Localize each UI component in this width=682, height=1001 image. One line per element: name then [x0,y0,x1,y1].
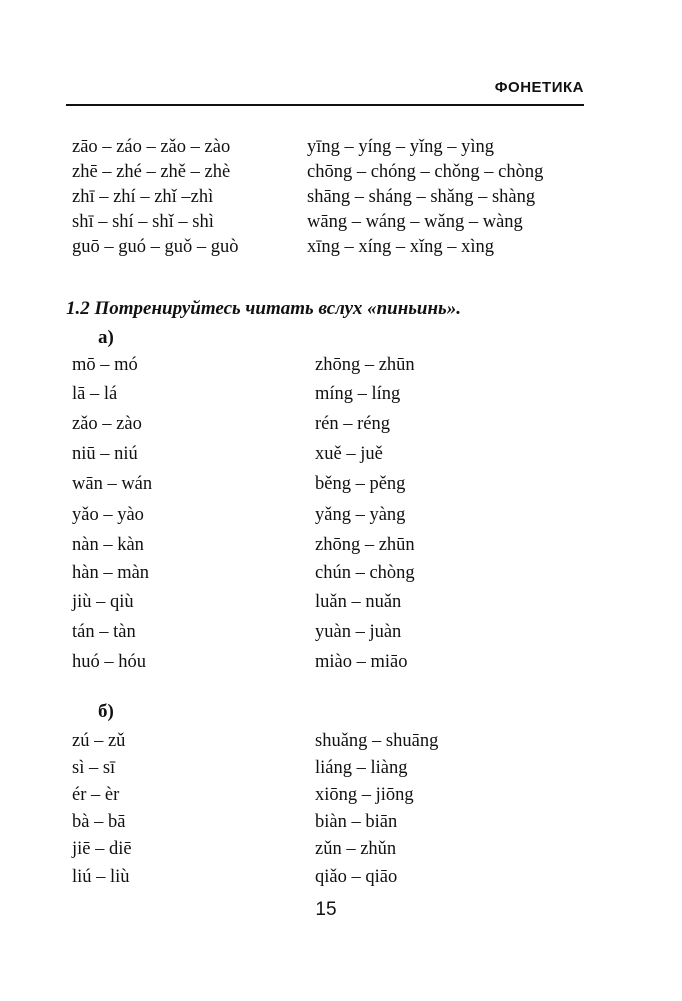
section-a-right-row: luǎn – nuǎn [315,592,402,612]
section-a-right-row: miào – miāo [315,652,408,672]
section-a-left-row: zǎo – zào [72,414,142,434]
page-number: 15 [315,899,337,920]
section-a-left-row: tán – tàn [72,622,136,642]
block1-right-row: wāng – wáng – wǎng – wàng [307,212,523,232]
block1-right-row: yīng – yíng – yǐng – yìng [307,137,495,157]
section-a-left-row: yǎo – yào [72,505,144,525]
header-rule [66,104,584,106]
section-a-label: а) [98,327,114,348]
block1-left-row: zāo – záo – zǎo – zào [72,137,231,157]
section-a-right-row: yuàn – juàn [315,622,402,642]
section-b-left-row: sì – sī [72,758,116,778]
section-b-left-row: jiē – diē [72,839,132,859]
block1-left-row: guō – guó – guǒ – guò [72,237,239,257]
section-a-left-row: jiù – qiù [72,592,134,612]
page-header: ФОНЕТИКА [494,79,584,96]
section-b-right-row: shuǎng – shuāng [315,731,439,751]
section-a-left-row: huó – hóu [72,652,146,672]
section-b-label: б) [98,701,114,722]
section-a-right-row: yǎng – yàng [315,505,406,525]
section-b-right-row: zǔn – zhǔn [315,839,397,859]
section-a-right-row: rén – réng [315,414,390,434]
section-a-right-row: míng – líng [315,384,401,404]
block1-left-row: shī – shí – shǐ – shì [72,212,214,232]
section-b-left-row: ér – èr [72,785,120,805]
block1-right-row: shāng – sháng – shǎng – shàng [307,187,536,207]
section-b-right-row: xiōng – jiōng [315,785,414,805]
section-b-left-row: zú – zǔ [72,731,126,751]
section-b-left-row: bà – bā [72,812,126,832]
section-b-left-row: liú – liù [72,867,130,887]
section-a-right-row: xuě – juě [315,444,383,464]
section-b-right-row: qiǎo – qiāo [315,867,398,887]
block1-right-row: chōng – chóng – chǒng – chòng [307,162,544,182]
section-a-left-row: wān – wán [72,474,153,494]
block1-left-row: zhē – zhé – zhě – zhè [72,162,231,182]
block1-left-row: zhī – zhí – zhǐ –zhì [72,187,214,207]
section-a-right-row: chún – chòng [315,563,415,583]
section-a-right-row: zhōng – zhūn [315,355,415,375]
exercise-title: 1.2 Потренируйтесь читать вслух «пиньинь». [66,298,461,319]
section-b-right-row: biàn – biān [315,812,398,832]
section-a-left-row: mō – mó [72,355,138,375]
section-a-right-row: běng – pěng [315,474,406,494]
section-a-left-row: nàn – kàn [72,535,144,555]
block1-right-row: xīng – xíng – xǐng – xìng [307,237,495,257]
section-b-right-row: liáng – liàng [315,758,408,778]
section-a-left-row: lā – lá [72,384,118,404]
section-a-left-row: hàn – màn [72,563,150,583]
section-a-right-row: zhōng – zhūn [315,535,415,555]
section-a-left-row: niū – niú [72,444,138,464]
